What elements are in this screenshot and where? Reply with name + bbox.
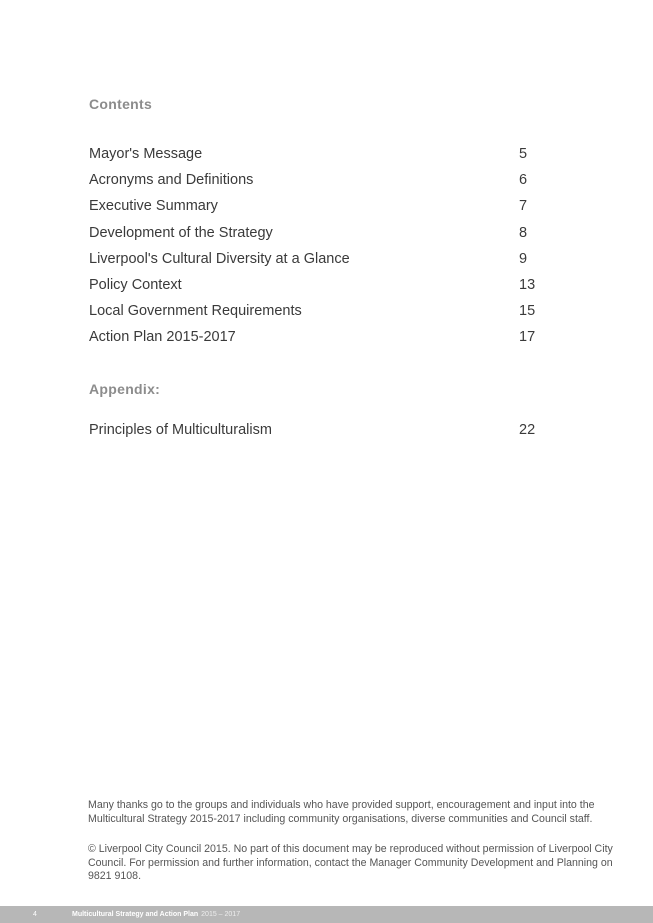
toc-entry[interactable] — [89, 167, 541, 193]
contents-list — [89, 141, 541, 351]
toc-entry-page: 7 — [519, 198, 528, 215]
toc-entry-page: 13 — [519, 277, 536, 294]
document-title — [72, 911, 240, 918]
toc-entry-title: Executive Summary — [89, 198, 218, 215]
toc-entry-title: Mayor's Message — [89, 146, 203, 163]
toc-entry-title: Policy Context — [89, 277, 182, 294]
toc-entry[interactable] — [89, 220, 541, 246]
toc-entry[interactable] — [89, 141, 541, 167]
document-years: 2015 – 2017 — [201, 911, 241, 918]
toc-entry-page: 17 — [519, 329, 536, 346]
appendix-heading: Appendix: — [89, 381, 161, 397]
acknowledgement-text: Many thanks go to the groups and individuals who have provided support, encouragement and input into the Multicultural Strategy 2015-2017 including community organisations, diverse communities and Council staff. — [88, 799, 595, 825]
toc-entry-page: 8 — [519, 224, 528, 241]
appendix-list — [89, 417, 541, 443]
toc-entry[interactable] — [89, 298, 541, 324]
copyright-text: © Liverpool City Council 2015. No part of this document may be reproduced without permission of Liverpool City Council. For permission and further information, contact the Manager Community Development and Planning on 9821 9108. — [88, 843, 613, 882]
toc-entry[interactable] — [89, 193, 541, 219]
toc-entry[interactable] — [89, 272, 541, 298]
toc-entry-title: Acronyms and Definitions — [89, 172, 254, 189]
contents-heading: Contents — [89, 96, 153, 112]
page-footer-bar — [0, 906, 653, 923]
toc-entry[interactable] — [89, 324, 541, 350]
toc-entry-page: 6 — [519, 172, 528, 189]
toc-entry-page: 5 — [519, 146, 528, 163]
toc-entry-title: Principles of Multiculturalism — [89, 422, 272, 439]
toc-entry-title: Local Government Requirements — [89, 303, 302, 320]
toc-entry-title: Action Plan 2015-2017 — [89, 329, 236, 346]
toc-entry-title: Development of the Strategy — [89, 224, 273, 241]
toc-entry-page: 15 — [519, 303, 536, 320]
document-title-text: Multicultural Strategy and Action Plan — [72, 911, 199, 918]
page-number: 4 — [33, 911, 37, 918]
toc-entry-page: 9 — [519, 250, 528, 267]
toc-entry[interactable] — [89, 246, 541, 272]
toc-entry[interactable] — [89, 417, 541, 443]
toc-entry-page: 22 — [519, 422, 536, 439]
toc-entry-title: Liverpool's Cultural Diversity at a Glance — [89, 250, 350, 267]
